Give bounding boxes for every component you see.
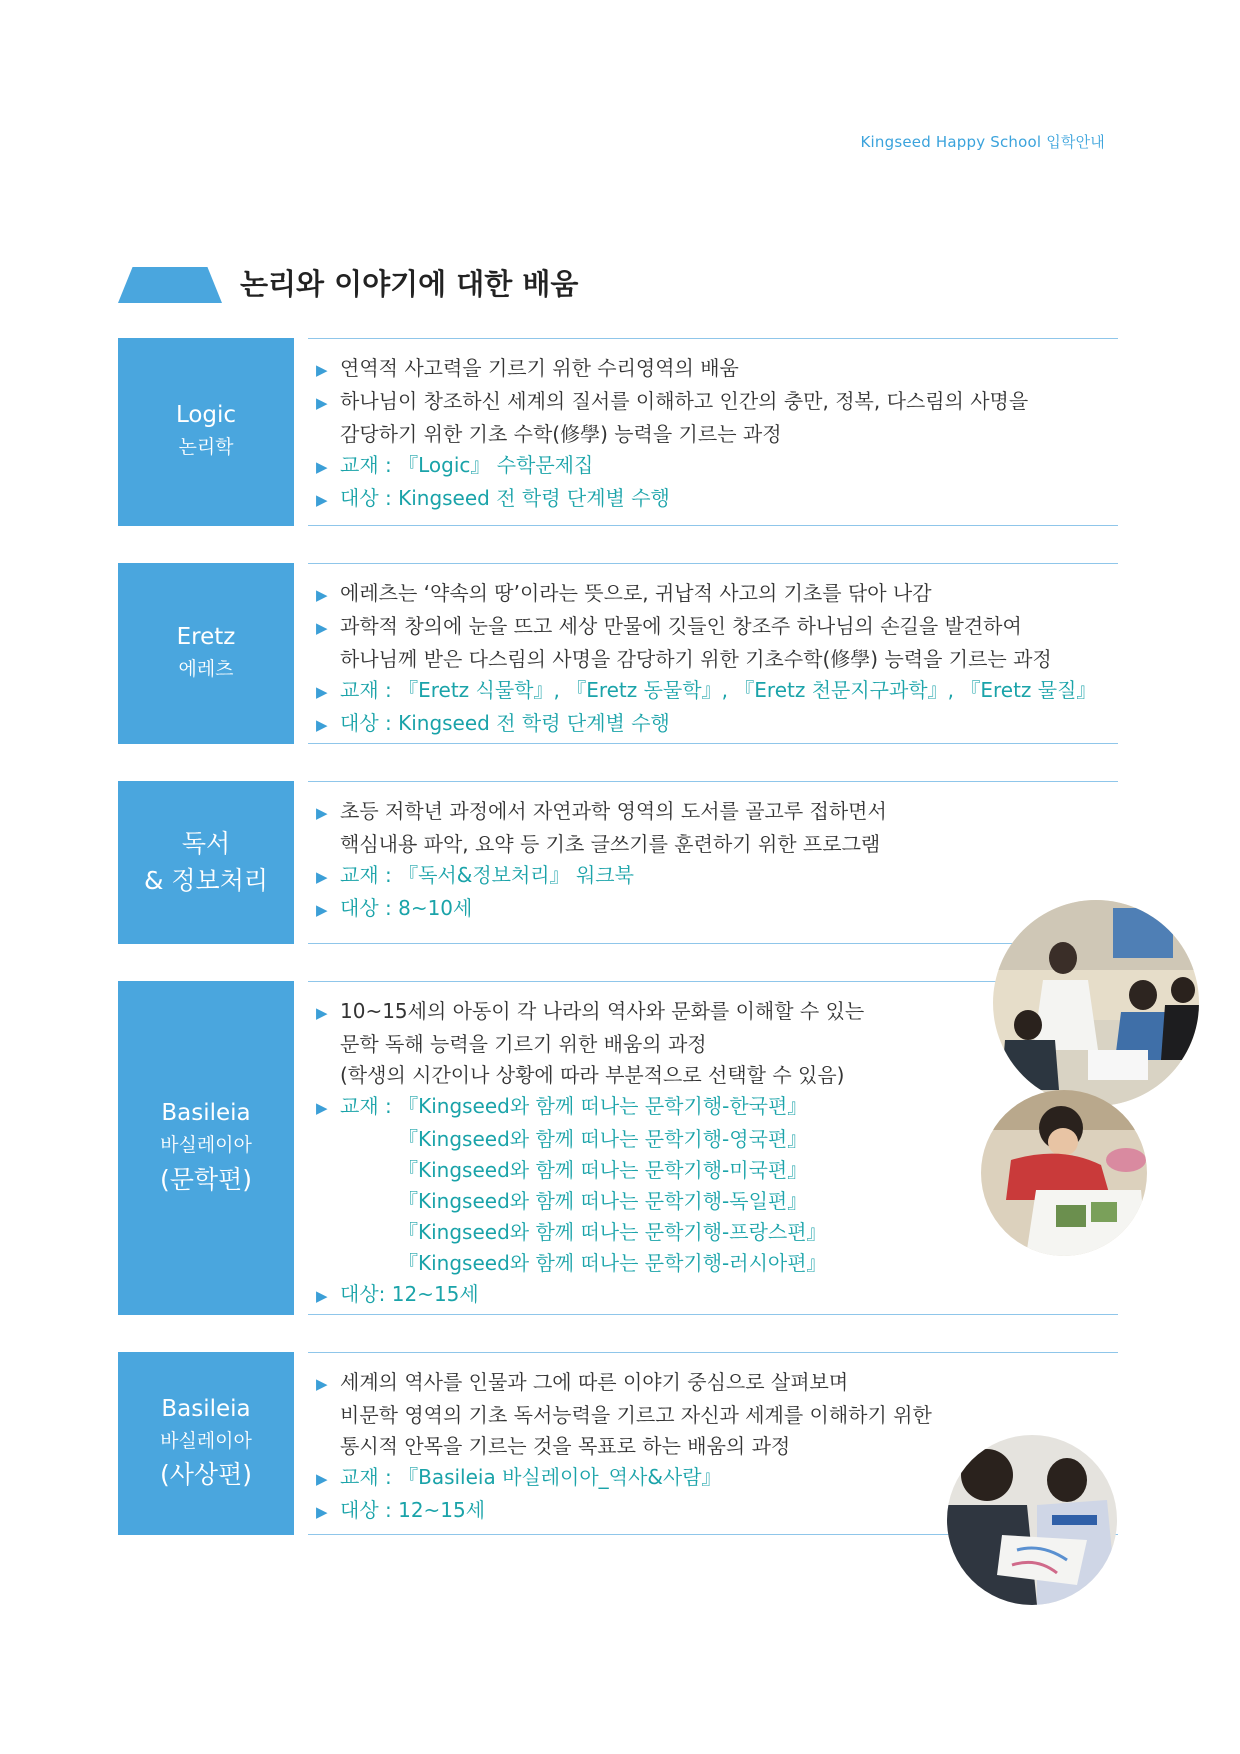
list-item-continued: 하나님께 받은 다스림의 사명을 감당하기 위한 기초수학(修學) 능력을 기르는 과정 — [340, 647, 1052, 671]
bullet-icon: ▶ — [316, 683, 328, 701]
list-item-continued: 비문학 영역의 기초 독서능력을 기르고 자신과 세계를 이해하기 위한 — [340, 1403, 932, 1427]
label-english: Eretz — [176, 623, 236, 650]
list-item: ▶ 10~15세의 아동이 각 나라의 역사와 문화를 이해할 수 있는 — [316, 996, 1118, 1029]
section-content — [308, 338, 1118, 526]
textbook-item: ▶ 교재 : 『독서&정보처리』 워크북 — [316, 860, 1118, 893]
textbook-item: ▶ 교재 : 『Logic』 수학문제집 — [316, 450, 1118, 483]
textbook-item: ▶ 교재 : 『Eretz 식물학』, 『Eretz 동물학』, 『Eretz 천문지구과학』, 『Eretz 물질』 — [316, 675, 1118, 708]
label-english: Basileia — [161, 1395, 251, 1422]
label-english: Logic — [175, 402, 237, 429]
label-line1: 독서 — [181, 829, 231, 859]
textbook-item: ▶ 교재 : 『Kingseed와 함께 떠나는 문학기행-한국편』 — [316, 1091, 1118, 1124]
list-item: ▶ 초등 저학년 과정에서 자연과학 영역의 도서를 골고루 접하면서 — [316, 796, 1118, 829]
textbook-item-continued: 『Kingseed와 함께 떠나는 문학기행-독일편』 — [398, 1189, 808, 1213]
section-label — [118, 563, 294, 744]
textbook-item-continued: 『Kingseed와 함께 떠나는 문학기행-미국편』 — [398, 1158, 808, 1182]
target-item: ▶ 대상 : Kingseed 전 학령 단계별 수행 — [316, 483, 1118, 516]
bullet-icon: ▶ — [316, 1099, 328, 1117]
bullet-icon: ▶ — [316, 716, 328, 734]
bullet-icon: ▶ — [316, 868, 328, 886]
list-item-continued: 문학 독해 능력을 기르기 위한 배움의 과정 — [340, 1032, 707, 1056]
textbook-item: ▶ 교재 : 『Basileia 바실레이아_역사&사람』 — [316, 1462, 1118, 1495]
section-label — [118, 981, 294, 1315]
photo-students-map — [947, 1435, 1117, 1605]
bullet-icon: ▶ — [316, 619, 328, 637]
bullet-icon: ▶ — [316, 586, 328, 604]
bullet-icon: ▶ — [316, 1375, 328, 1393]
label-sub: (문학편) — [160, 1164, 252, 1194]
photo-classroom-group — [993, 900, 1199, 1106]
list-item: ▶ 하나님이 창조하신 세계의 질서를 이해하고 인간의 충만, 정복, 다스림의 사명을 — [316, 386, 1118, 419]
bullet-icon: ▶ — [316, 901, 328, 919]
title-decoration — [118, 267, 222, 303]
label-korean: 바실레이아 — [160, 1429, 252, 1452]
page-header: Kingseed Happy School 입학안내 — [860, 133, 1105, 151]
label-korean: 논리학 — [178, 436, 234, 459]
label-english: Basileia — [161, 1100, 251, 1127]
textbook-item-continued: 『Kingseed와 함께 떠나는 문학기행-프랑스편』 — [398, 1220, 827, 1244]
section-eretz — [118, 563, 1118, 744]
section-content — [308, 563, 1118, 744]
page-title: 논리와 이야기에 대한 배움 — [240, 267, 579, 301]
label-korean: 에레츠 — [178, 657, 234, 680]
section-label — [118, 338, 294, 526]
section-label — [118, 781, 294, 944]
bullet-icon: ▶ — [316, 1503, 328, 1521]
section-label — [118, 1352, 294, 1535]
bullet-icon: ▶ — [316, 458, 328, 476]
section-content — [308, 781, 1118, 944]
label-korean: 바실레이아 — [160, 1134, 252, 1157]
label-line2: & 정보처리 — [143, 865, 269, 895]
list-item: ▶ 과학적 창의에 눈을 뜨고 세상 만물에 깃들인 창조주 하나님의 손길을 발견하여 — [316, 611, 1118, 644]
photo-student-writing — [981, 1090, 1147, 1256]
textbook-item-continued: 『Kingseed와 함께 떠나는 문학기행-영국편』 — [398, 1127, 808, 1151]
bullet-icon: ▶ — [316, 1004, 328, 1022]
label-sub: (사상편) — [160, 1460, 252, 1490]
list-item: ▶ 에레츠는 ‘약속의 땅’이라는 뜻으로, 귀납적 사고의 기초를 닦아 나감 — [316, 578, 1118, 611]
bullet-icon: ▶ — [316, 804, 328, 822]
bullet-icon: ▶ — [316, 1470, 328, 1488]
list-item-continued: (학생의 시간이나 상황에 따라 부분적으로 선택할 수 있음) — [340, 1063, 845, 1087]
textbook-item-continued: 『Kingseed와 함께 떠나는 문학기행-러시아편』 — [398, 1251, 827, 1275]
target-item: ▶ 대상 : 8~10세 — [316, 893, 1118, 926]
target-item: ▶ 대상: 12~15세 — [316, 1279, 1118, 1312]
bullet-icon: ▶ — [316, 361, 328, 379]
list-item-continued: 핵심내용 파악, 요약 등 기초 글쓰기를 훈련하기 위한 프로그램 — [340, 832, 881, 856]
list-item: ▶ 세계의 역사를 인물과 그에 따른 이야기 중심으로 살펴보며 — [316, 1367, 1118, 1400]
bullet-icon: ▶ — [316, 1287, 328, 1305]
bullet-icon: ▶ — [316, 394, 328, 412]
section-logic — [118, 338, 1118, 526]
target-item: ▶ 대상 : 12~15세 — [316, 1495, 1118, 1528]
section-reading — [118, 781, 1118, 944]
target-item: ▶ 대상 : Kingseed 전 학령 단계별 수행 — [316, 708, 1118, 741]
section-basileia-literature — [118, 981, 1118, 1315]
list-item-continued: 감당하기 위한 기초 수학(修學) 능력을 기르는 과정 — [340, 422, 782, 446]
list-item: ▶ 연역적 사고력을 기르기 위한 수리영역의 배움 — [316, 353, 1118, 386]
bullet-icon: ▶ — [316, 491, 328, 509]
list-item-continued: 통시적 안목을 기르는 것을 목표로 하는 배움의 과정 — [340, 1434, 791, 1458]
